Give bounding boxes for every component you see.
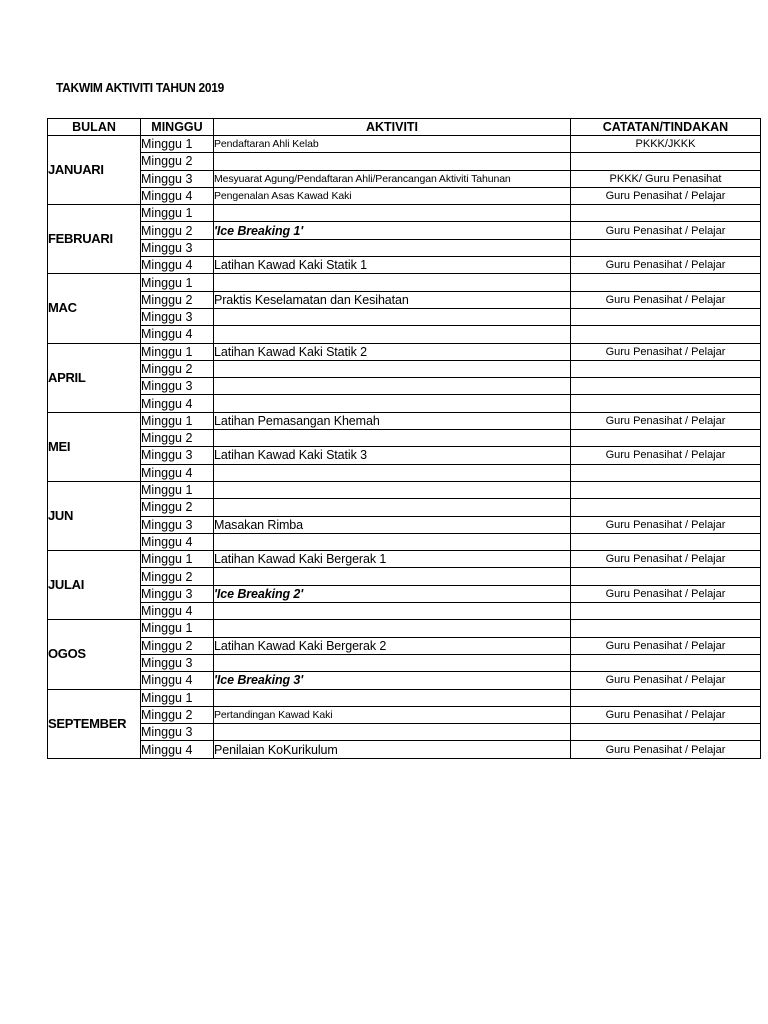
table-row <box>48 170 761 187</box>
table-row <box>48 205 761 222</box>
activity-cell <box>214 239 571 256</box>
table-header-row <box>48 119 761 136</box>
month-cell: SEPTEMBER <box>48 689 141 758</box>
week-cell: Minggu 1 <box>141 136 214 153</box>
activity-calendar-table <box>47 118 761 759</box>
table-row <box>48 481 761 498</box>
table-row <box>48 603 761 620</box>
activity-cell <box>214 689 571 706</box>
activity-cell: Latihan Kawad Kaki Statik 1 <box>214 257 571 274</box>
activity-cell <box>214 153 571 170</box>
activity-cell <box>214 499 571 516</box>
table-row <box>48 343 761 360</box>
table-row <box>48 447 761 464</box>
notes-cell <box>571 274 761 291</box>
notes-cell <box>571 464 761 481</box>
week-cell: Minggu 4 <box>141 464 214 481</box>
activity-cell: Masakan Rimba <box>214 516 571 533</box>
activity-cell: Penilaian KoKurikulum <box>214 741 571 758</box>
week-cell: Minggu 1 <box>141 205 214 222</box>
table-row <box>48 308 761 325</box>
notes-cell: Guru Penasihat / Pelajar <box>571 447 761 464</box>
table-row <box>48 291 761 308</box>
notes-cell <box>571 378 761 395</box>
table-row <box>48 706 761 723</box>
week-cell: Minggu 4 <box>141 603 214 620</box>
activity-cell: Latihan Kawad Kaki Bergerak 2 <box>214 637 571 654</box>
table-row <box>48 654 761 671</box>
notes-cell <box>571 481 761 498</box>
notes-cell <box>571 360 761 377</box>
table-row <box>48 724 761 741</box>
notes-cell <box>571 395 761 412</box>
activity-cell: Pengenalan Asas Kawad Kaki <box>214 187 571 204</box>
table-row <box>48 689 761 706</box>
week-cell: Minggu 1 <box>141 620 214 637</box>
notes-cell <box>571 568 761 585</box>
activity-cell: Latihan Kawad Kaki Bergerak 1 <box>214 551 571 568</box>
table-row <box>48 360 761 377</box>
week-cell: Minggu 2 <box>141 291 214 308</box>
notes-cell: Guru Penasihat / Pelajar <box>571 637 761 654</box>
notes-cell: Guru Penasihat / Pelajar <box>571 551 761 568</box>
table-row <box>48 430 761 447</box>
table-row <box>48 464 761 481</box>
notes-cell <box>571 499 761 516</box>
notes-cell: Guru Penasihat / Pelajar <box>571 291 761 308</box>
week-cell: Minggu 2 <box>141 222 214 239</box>
activity-cell <box>214 430 571 447</box>
activity-cell <box>214 395 571 412</box>
month-cell: MEI <box>48 412 141 481</box>
table-row <box>48 620 761 637</box>
notes-cell <box>571 326 761 343</box>
week-cell: Minggu 1 <box>141 343 214 360</box>
week-cell: Minggu 1 <box>141 481 214 498</box>
week-cell: Minggu 4 <box>141 187 214 204</box>
activity-cell <box>214 654 571 671</box>
week-cell: Minggu 2 <box>141 706 214 723</box>
table-row <box>48 222 761 239</box>
month-cell: MAC <box>48 274 141 343</box>
table-row <box>48 672 761 689</box>
notes-cell: Guru Penasihat / Pelajar <box>571 516 761 533</box>
table-row <box>48 257 761 274</box>
week-cell: Minggu 4 <box>141 741 214 758</box>
month-cell: JULAI <box>48 551 141 620</box>
week-cell: Minggu 2 <box>141 430 214 447</box>
table-body <box>48 136 761 759</box>
notes-cell: Guru Penasihat / Pelajar <box>571 257 761 274</box>
notes-cell <box>571 654 761 671</box>
week-cell: Minggu 4 <box>141 326 214 343</box>
week-cell: Minggu 3 <box>141 654 214 671</box>
activity-cell <box>214 481 571 498</box>
week-cell: Minggu 3 <box>141 378 214 395</box>
table-row <box>48 741 761 758</box>
month-cell: JUN <box>48 481 141 550</box>
week-cell: Minggu 3 <box>141 308 214 325</box>
activity-cell: Praktis Keselamatan dan Kesihatan <box>214 291 571 308</box>
activity-cell <box>214 464 571 481</box>
notes-cell <box>571 620 761 637</box>
week-cell: Minggu 1 <box>141 689 214 706</box>
table-row <box>48 516 761 533</box>
notes-cell <box>571 603 761 620</box>
activity-cell <box>214 533 571 550</box>
week-cell: Minggu 2 <box>141 153 214 170</box>
activity-cell <box>214 603 571 620</box>
header-bulan: BULAN <box>48 119 141 136</box>
table-row <box>48 274 761 291</box>
month-cell: FEBRUARI <box>48 205 141 274</box>
header-aktiviti: AKTIVITI <box>214 119 571 136</box>
month-cell: OGOS <box>48 620 141 689</box>
week-cell: Minggu 2 <box>141 360 214 377</box>
activity-cell: Pendaftaran Ahli Kelab <box>214 136 571 153</box>
notes-cell <box>571 430 761 447</box>
activity-cell: 'Ice Breaking 1' <box>214 222 571 239</box>
week-cell: Minggu 3 <box>141 447 214 464</box>
table-row <box>48 533 761 550</box>
week-cell: Minggu 4 <box>141 257 214 274</box>
week-cell: Minggu 2 <box>141 568 214 585</box>
week-cell: Minggu 3 <box>141 724 214 741</box>
notes-cell: Guru Penasihat / Pelajar <box>571 343 761 360</box>
week-cell: Minggu 2 <box>141 499 214 516</box>
table-row <box>48 499 761 516</box>
activity-cell: Pertandingan Kawad Kaki <box>214 706 571 723</box>
table-row <box>48 412 761 429</box>
week-cell: Minggu 1 <box>141 551 214 568</box>
notes-cell: Guru Penasihat / Pelajar <box>571 741 761 758</box>
notes-cell <box>571 724 761 741</box>
notes-cell: PKKK/JKKK <box>571 136 761 153</box>
week-cell: Minggu 3 <box>141 239 214 256</box>
activity-cell: Latihan Kawad Kaki Statik 2 <box>214 343 571 360</box>
week-cell: Minggu 1 <box>141 412 214 429</box>
activity-cell <box>214 205 571 222</box>
notes-cell: Guru Penasihat / Pelajar <box>571 706 761 723</box>
notes-cell <box>571 153 761 170</box>
notes-cell <box>571 308 761 325</box>
week-cell: Minggu 3 <box>141 516 214 533</box>
table-row <box>48 136 761 153</box>
month-cell: APRIL <box>48 343 141 412</box>
notes-cell <box>571 533 761 550</box>
notes-cell <box>571 689 761 706</box>
header-minggu: MINGGU <box>141 119 214 136</box>
activity-cell: Mesyuarat Agung/Pendaftaran Ahli/Perancangan Aktiviti Tahunan <box>214 170 571 187</box>
notes-cell: Guru Penasihat / Pelajar <box>571 585 761 602</box>
activity-cell <box>214 308 571 325</box>
activity-cell <box>214 620 571 637</box>
activity-cell <box>214 568 571 585</box>
notes-cell: Guru Penasihat / Pelajar <box>571 187 761 204</box>
table-row <box>48 395 761 412</box>
activity-cell <box>214 724 571 741</box>
week-cell: Minggu 4 <box>141 672 214 689</box>
notes-cell: PKKK/ Guru Penasihat <box>571 170 761 187</box>
table-row <box>48 239 761 256</box>
activity-cell: 'Ice Breaking 2' <box>214 585 571 602</box>
activity-cell <box>214 274 571 291</box>
week-cell: Minggu 4 <box>141 533 214 550</box>
week-cell: Minggu 1 <box>141 274 214 291</box>
notes-cell: Guru Penasihat / Pelajar <box>571 672 761 689</box>
notes-cell: Guru Penasihat / Pelajar <box>571 222 761 239</box>
table-row <box>48 378 761 395</box>
table-row <box>48 585 761 602</box>
table-row <box>48 637 761 654</box>
table-row <box>48 326 761 343</box>
month-cell: JANUARI <box>48 136 141 205</box>
activity-cell <box>214 360 571 377</box>
header-catatan: CATATAN/TINDAKAN <box>571 119 761 136</box>
activity-cell: 'Ice Breaking 3' <box>214 672 571 689</box>
week-cell: Minggu 3 <box>141 585 214 602</box>
activity-cell: Latihan Kawad Kaki Statik 3 <box>214 447 571 464</box>
week-cell: Minggu 4 <box>141 395 214 412</box>
notes-cell: Guru Penasihat / Pelajar <box>571 412 761 429</box>
document-title: TAKWIM AKTIVITI TAHUN 2019 <box>56 80 225 95</box>
activity-cell <box>214 378 571 395</box>
table-row <box>48 568 761 585</box>
activity-cell <box>214 326 571 343</box>
activity-cell: Latihan Pemasangan Khemah <box>214 412 571 429</box>
table-row <box>48 551 761 568</box>
notes-cell <box>571 205 761 222</box>
notes-cell <box>571 239 761 256</box>
table-row <box>48 153 761 170</box>
week-cell: Minggu 2 <box>141 637 214 654</box>
week-cell: Minggu 3 <box>141 170 214 187</box>
table-row <box>48 187 761 204</box>
